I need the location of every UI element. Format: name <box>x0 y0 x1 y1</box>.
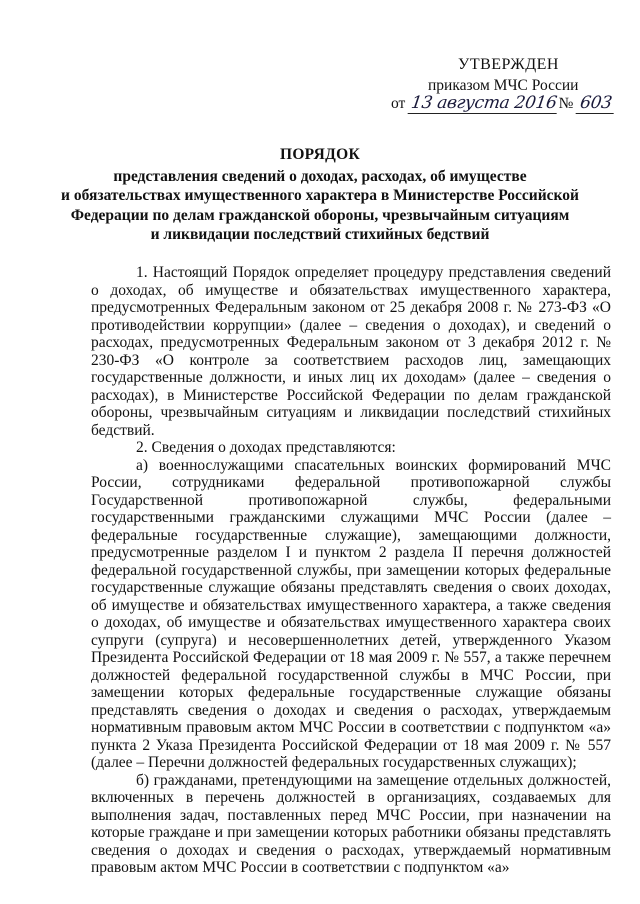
heading-line: Федерации по делам гражданской обороны, чрезвычайным ситуациям <box>70 206 570 224</box>
paragraph-2b: б) гражданами, претендующими на замещение отдельных должностей, включенных в перечень должностей в организациях, создаваемых для выполнения задач, поставленных перед МЧС России, при назначении на которые граждане и при замещении которых работники обязаны представлять сведения о доходах и сведения о расходах, утверждаемый нормативным правовым актом МЧС России в соответствии с подпунктом «а» <box>91 771 611 876</box>
handwritten-date: 13 августа 2016 <box>408 94 560 114</box>
paragraph-2: 2. Сведения о доходах представляются: <box>136 439 396 456</box>
paragraph-1: 1. Настоящий Порядок определяет процедуру представления сведений о доходах, об имуществе и обязательствах имущественного характера, предусмотренных Федеральным законом от 25 декабря 2008 г. № 273-ФЗ «О противодействии коррупции» (далее – сведения о доходах), и сведений о расходах, предусмотренных Федеральным законом от 3 декабря 2012 г. № 230-ФЗ «О контроле за соответствием расходов лиц, замещающих государственные должности, и иных лиц их доходам» (далее – сведения о расходах), в Министерстве Российской Федерации по делам гражданской обороны, чрезвычайным ситуациям и ликвидации последствий стихийных бедствий. <box>91 264 611 439</box>
heading-line: представления сведений о доходах, расходах, об имуществе <box>113 167 527 185</box>
heading-line: и обязательствах имущественного характера в Министерстве Российской <box>61 187 579 204</box>
handwritten-number: 603 <box>576 94 616 114</box>
heading-line: и ликвидации последствий стихийных бедствий <box>150 226 490 243</box>
approval-by: приказом МЧС России <box>428 77 579 94</box>
paragraph-2a: а) военнослужащими спасательных воинских формирований МЧС России, сотрудниками федеральной противопожарной службы Государственной противопожарной службы, федеральными государственными гражданскими служащими МЧС России (далее – федеральные государственные служащие), замещающими должности, предусмотренные разделом I и пунктом 2 раздела II перечня должностей федеральной государственной службы, при замещении которых федеральные государственные служащие обязаны представлять сведения о своих доходах, об имуществе и обязательствах имущественного характера, а также сведения о доходах, об имуществе и обязательствах имущественного характера своих супруги (супруга) и несовершеннолетних детей, утвержденного Указом Президента Российской Федерации от 18 мая 2009 г. № 557, а также перечнем должностей федеральной государственной службы в МЧС России, при замещении которых федеральные государственные служащие обязаны представлять сведения о доходах и сведения о расходах, утверждаемым нормативным правовым актом МЧС России в соответствии с подпунктом «а» пункта 2 Указа Президента Российской Федерации от 18 мая 2009 г. № 557 (далее – Перечни должностей федеральных государственных служащих); <box>91 456 611 771</box>
date-prefix: от <box>391 95 406 112</box>
heading-title: ПОРЯДОК <box>279 146 361 163</box>
document-heading <box>60 145 580 245</box>
document-body <box>91 264 611 877</box>
approval-date-line <box>391 94 615 114</box>
approval-title: УТВЕРЖДЕН <box>458 56 559 73</box>
number-prefix: № <box>558 95 574 112</box>
